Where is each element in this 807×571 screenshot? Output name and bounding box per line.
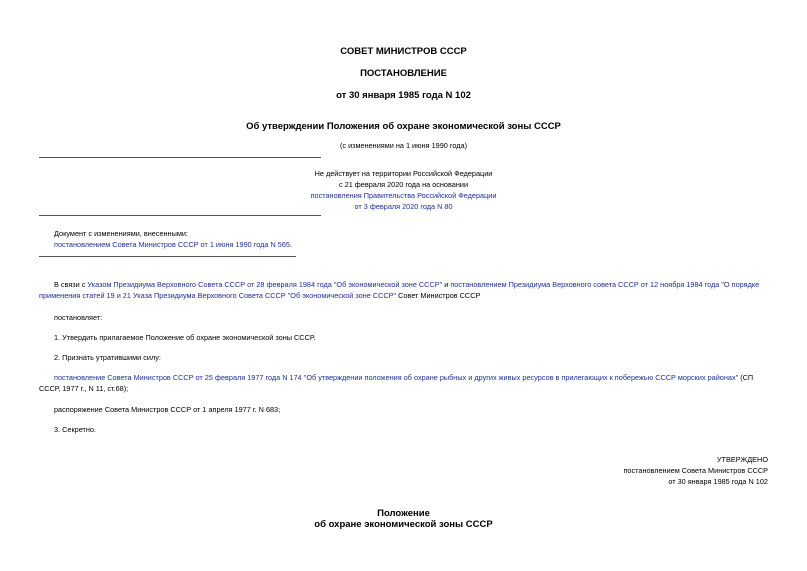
changes-end: . xyxy=(289,240,292,249)
changes-link[interactable]: постановлением Совета Министров СССР от 1 июня 1990 года N 565 xyxy=(54,240,290,249)
regulation-title-line-2: об охране экономической зоны СССР xyxy=(314,519,493,530)
divider xyxy=(39,215,321,216)
preamble-prefix: В связи с xyxy=(54,280,88,289)
preamble-suffix: Совет Министров СССР xyxy=(396,291,481,300)
doc-type-heading: ПОСТАНОВЛЕНИЕ xyxy=(360,68,447,79)
repealed-resolution-link[interactable]: постановление Совета Министров СССР от 25 февраля 1977 года N 174 "Об утверждении положения об охране рыбных и других живых ресурсов в прилегающих к побережью СССР морских районах" xyxy=(54,373,739,382)
changes-line xyxy=(54,239,292,250)
preamble-mid: и xyxy=(442,280,451,289)
item-2: 2. Признать утратившими силу: xyxy=(54,353,161,362)
notice-line-1: Не действует на территории Российской Федерации xyxy=(314,169,493,178)
doc-date-number: от 30 января 1985 года N 102 xyxy=(336,90,471,101)
approved-by: постановлением Совета Министров СССР xyxy=(623,466,768,475)
revision-note: (с изменениями на 1 июня 1990 года) xyxy=(339,141,468,150)
decides-text: постановляет: xyxy=(54,313,103,322)
preamble-paragraph xyxy=(39,279,772,301)
approved-date: от 30 января 1985 года N 102 xyxy=(668,477,768,486)
item-3: 3. Секретно. xyxy=(54,425,96,434)
approved-label: УТВЕРЖДЕНО xyxy=(716,455,768,464)
repealed-item-b: распоряжение Совета Министров СССР от 1 апреля 1977 г. N 683; xyxy=(54,405,281,414)
divider xyxy=(39,256,296,257)
decree-link[interactable]: Указом Президиума Верховного Совета СССР от 28 февраля 1984 года "Об экономической зоне СССР" xyxy=(87,280,443,289)
repealed-item-a xyxy=(39,372,772,394)
doc-title: Об утверждении Положения об охране экономической зоны СССР xyxy=(246,121,561,132)
issuer-heading: СОВЕТ МИНИСТРОВ СССР xyxy=(340,46,467,57)
regulation-title-line-1: Положение xyxy=(377,508,430,519)
notice-line-2: с 21 февраля 2020 года на основании xyxy=(338,180,469,189)
presidium-resolution-link[interactable]: постановлением Президиума Верховного совета СССР от 12 ноября 1984 года "О порядке применения статей 19 и 21 Указа Президиума Верховного Совета СССР "Об экономической зоне СССР" xyxy=(39,280,760,300)
divider xyxy=(39,157,321,158)
item-1: 1. Утвердить прилагаемое Положение об охране экономической зоны СССР. xyxy=(54,333,316,342)
notice-link-line-2[interactable]: от 3 февраля 2020 года N 80 xyxy=(354,202,453,211)
changes-intro: Документ с изменениями, внесенными: xyxy=(54,229,188,238)
repealed-item-a-suffix: (СП СССР, 1977 г., N 11, ст.68); xyxy=(39,373,754,393)
notice-link-line-1[interactable]: постановления Правительства Российской Федерации xyxy=(310,191,497,200)
